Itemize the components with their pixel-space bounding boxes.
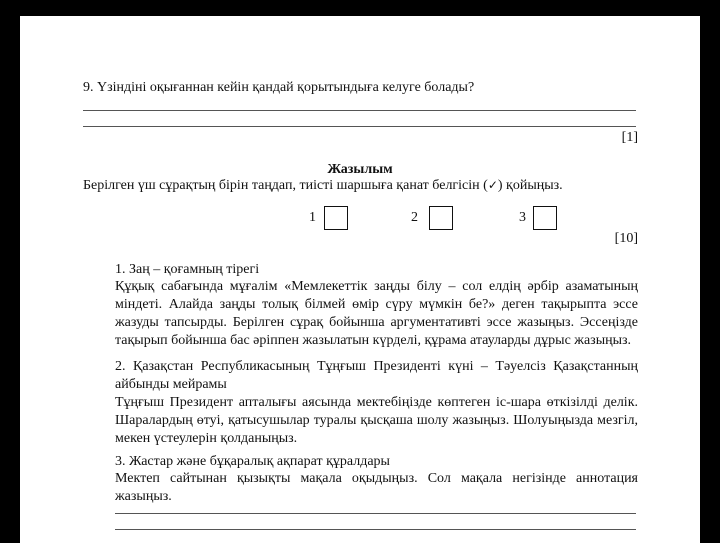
task-1-body: Құқық сабағында мұғалім «Мемлекеттік заңды білу – сол елдің әрбір азаматының міндеті. Алайда заңды толық білмей өмір сүру мүмкін бе?» деген тақырыпта эссе жазуды тапсырды. Берілген сұрақ бойынша аргументативті эссе жазыңыз. Эссеңізде тақырып бойынша бас әріппен жазылатын күрделі, құрама атауларды дұрыс жазыңыз. <box>115 279 638 348</box>
option-3-checkbox[interactable] <box>533 206 557 230</box>
tick-icon: ✓ <box>487 178 498 192</box>
instruction-text <box>83 178 563 194</box>
answer-line <box>115 513 636 514</box>
exam-page <box>20 16 700 543</box>
question-9-text: 9. Үзіндіні оқығаннан кейін қандай қорытындыға келуге болады? <box>83 80 475 95</box>
option-2-checkbox[interactable] <box>429 206 453 230</box>
task-1-title: 1. Заң – қоғамның тірегі <box>115 262 260 277</box>
section-heading: Жазылым <box>327 162 393 177</box>
task-3-body: Мектеп сайтынан қызықты мақала оқыдыңыз. Сол мақала негізінде аннотация жазыңыз. <box>115 471 638 504</box>
option-2-label: 2 <box>411 210 418 225</box>
option-3-label: 3 <box>519 210 526 225</box>
answer-line <box>83 110 636 111</box>
instruction-after: ) қойыңыз. <box>497 178 563 193</box>
answer-line <box>115 529 636 530</box>
question-9-marks: [1] <box>621 130 638 145</box>
writing-marks: [10] <box>614 231 638 246</box>
option-1-checkbox[interactable] <box>324 206 348 230</box>
task-2-title: 2. Қазақстан Республикасының Тұңғыш Президенті күні – Тәуелсіз Қазақстанның айбынды мейрамы <box>115 359 638 392</box>
task-2-body: Тұңғыш Президент апталығы аясында мектебіңізде көптеген іс-шара өткізілді делік. Шаралардың өтуі, қатысушылар туралы қысқаша шолу жазыңыз. Шолуыңызда мезгіл, мекен үстеулерін қолданыңыз. <box>115 395 638 446</box>
instruction-before: Берілген үш сұрақтың бірін таңдап, тиісті шаршыға қанат белгісін ( <box>83 178 488 193</box>
option-1-label: 1 <box>309 210 316 225</box>
task-3-title: 3. Жастар және бұқаралық ақпарат құралдары <box>115 454 390 469</box>
answer-line <box>83 126 636 127</box>
